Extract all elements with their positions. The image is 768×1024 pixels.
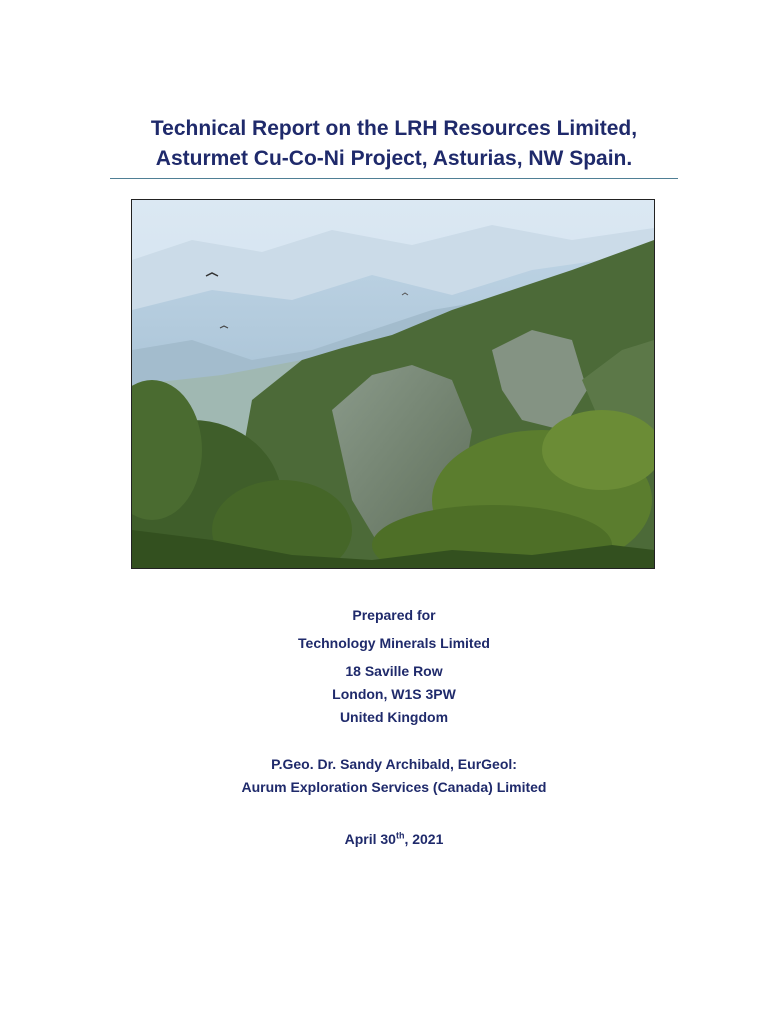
- client-country: United Kingdom: [339, 709, 449, 725]
- report-date: [110, 828, 678, 851]
- report-date-ordinal: th: [395, 830, 405, 841]
- report-date-prefix: April 30: [344, 831, 396, 847]
- report-date-line: [110, 828, 678, 851]
- author-name: P.Geo. Dr. Sandy Archibald, EurGeol:: [271, 756, 517, 772]
- report-title: [110, 114, 678, 174]
- title-divider: [110, 178, 678, 179]
- client-address-line-1: 18 Saville Row: [345, 663, 443, 679]
- prepared-for-block: [110, 604, 678, 729]
- cover-photo-mountain-forest: [131, 199, 655, 569]
- author-block: [110, 753, 678, 799]
- author-company: Aurum Exploration Services (Canada) Limited: [241, 779, 547, 795]
- mountain-landscape-illustration: [132, 200, 654, 568]
- report-title-line-1: Technical Report on the LRH Resources Limited,: [150, 117, 638, 140]
- report-title-line-2: Asturmet Cu-Co-Ni Project, Asturias, NW Spain.: [155, 147, 633, 170]
- client-company: Technology Minerals Limited: [298, 635, 490, 651]
- report-date-suffix: , 2021: [404, 831, 444, 847]
- client-address-line-2: London, W1S 3PW: [332, 686, 456, 702]
- prepared-for-label: Prepared for: [352, 607, 436, 623]
